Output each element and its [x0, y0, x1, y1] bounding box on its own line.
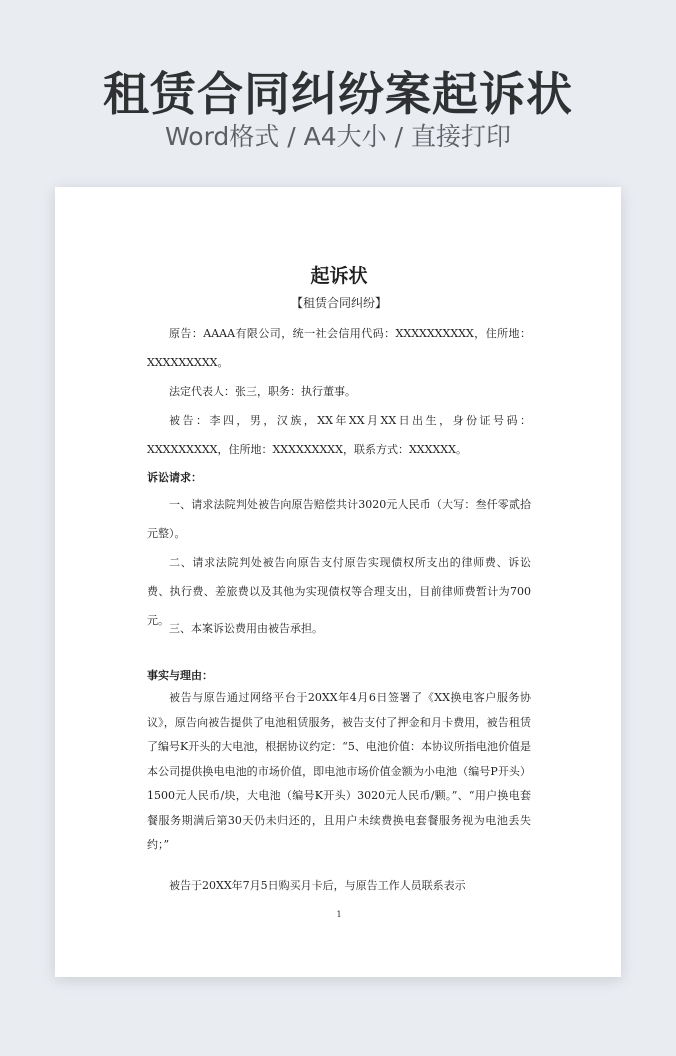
page-number: 1: [336, 910, 342, 919]
claims-heading: 诉讼请求：: [147, 471, 202, 484]
claim-item-1: 一、请求法院判处被告向原告赔偿共计3020元人民币（大写：叁仟零贰拾元整）。: [147, 498, 531, 540]
document-subtitle: 【租赁合同纠纷】: [290, 296, 387, 310]
claim-item-2: 二、请求法院判处被告向原告支付原告实现债权所支出的律师费、诉讼费、执行费、差旅费以及其他为实现债权等合理支出，目前律师费暂计为700元。: [147, 556, 531, 627]
banner-subtitle: Word格式 / A4大小 / 直接打印: [165, 122, 511, 151]
facts-paragraph-1: 被告与原告通过网络平台于20XX年4月6日签署了《XX换电客户服务协议》，原告向被告提供了电池租赁服务，被告支付了押金和月卡费用，被告租赁了编号K开头的大电池，根据协议约定：“5、电池价值：本协议所指电池价值是本公司提供换电电池的市场价值，即电池市场价值金额为小电池（编号P开头）1500元人民币/块，大电池（编号K开头）3020元人民币/颗。”、“用户换电套餐服务期满后第30天仍未归还的，且用户未续费换电套餐服务视为电池丢失约；”: [147, 691, 531, 851]
defendant-paragraph: 被告：李四，男，汉族，XX年XX月XX日出生，身份证号码：XXXXXXXXX，住所地：XXXXXXXXX，联系方式：XXXXXX。: [147, 414, 531, 456]
facts-heading: 事实与理由：: [147, 669, 213, 682]
document-page: [55, 187, 621, 977]
plaintiff-paragraph: 原告：AAAA有限公司，统一社会信用代码：XXXXXXXXXX，住所地：XXXXXXXXX。: [147, 327, 531, 369]
facts-paragraph-2: 被告于20XX年7月5日购买月卡后，与原告工作人员联系表示: [169, 879, 466, 892]
banner-title: 租赁合同纠纷案起诉状: [103, 67, 573, 121]
claim-item-3: 三、本案诉讼费用由被告承担。: [169, 622, 323, 635]
document-title: 起诉状: [310, 265, 368, 287]
representative-paragraph: 法定代表人：张三，职务：执行董事。: [169, 385, 356, 398]
